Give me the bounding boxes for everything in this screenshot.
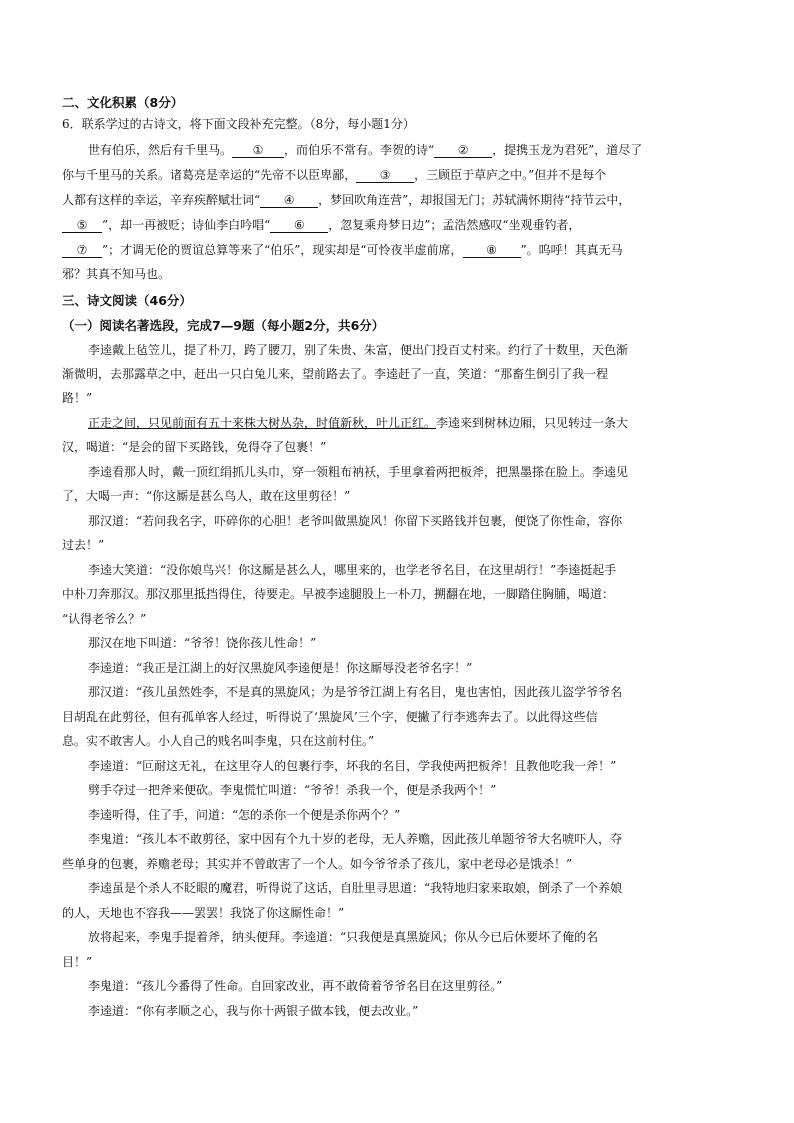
passage-line: 目！” xyxy=(62,955,93,969)
passage-line: 李逵道：“我正是江湖上的好汉黑旋风李逵便是！你这厮辱没老爷名字！” xyxy=(88,661,473,675)
passage-line: 的人，天地也不容我——罢罢！我饶了你这厮性命！” xyxy=(62,906,345,920)
q6-line-1: 世有伯乐，然后有千里马。 ① ，而伯乐不常有。李贺的诗“ ② ，提携玉龙为君死”，道尽了 xyxy=(88,143,643,157)
passage-line: 渐微明，去那露草之中，赶出一只白兔儿来，望前路去了。李逵赶了一直，笑道：“那畜生倒引了我一程 xyxy=(62,367,609,381)
passage-line: 了，大喝一声：“你这厮是甚么鸟人，敢在这里剪径！” xyxy=(62,489,351,503)
passage-line-underlined: 正走之间，只见前面有五十来株大树丛杂，时值新秋，叶儿正红。李逵来到树林边厢，只见转过一条大 xyxy=(88,416,629,430)
passage-line: 李鬼道：“孩儿本不敢剪径，家中因有个九十岁的老母，无人养赡，因此孩儿单题爷爷大名唬吓人，夺 xyxy=(88,832,623,846)
passage-line: 李逵虽是个杀人不眨眼的魔君，听得说了这话，自肚里寻思道：“我特地归家来取娘，倒杀了一个养娘 xyxy=(88,881,623,895)
passage-line: 那汉道：“孩儿虽然姓李，不是真的黑旋风；为是爷爷江湖上有名目，鬼也害怕，因此孩儿盗学爷爷名 xyxy=(88,685,623,699)
passage-line: 那汉道：“若问我名字，吓碎你的心胆！老爷叫做黑旋风！你留下买路钱并包裹，便饶了你性命，容你 xyxy=(88,514,623,528)
passage-line: 劈手夺过一把斧来便砍。李鬼慌忙叫道：“爷爷！杀我一个，便是杀我两个！” xyxy=(88,783,497,797)
q6-line-5: ⑦ ”；才调无伦的贾谊总算等来了“伯乐”，现实却是“可怜夜半虚前席， ⑧ ”。呜呼！其真无马 xyxy=(62,242,734,259)
passage-line: 过去！” xyxy=(62,538,105,552)
passage-line: 些单身的包裹，养赡老母；其实并不曾敢害了一个人。如今爷爷杀了孩儿，家中老母必是饿杀！” xyxy=(62,857,573,871)
question-6-prompt: 6．联系学过的古诗文，将下面文段补充完整。（8分，每小题1分） xyxy=(62,117,415,131)
passage-line: 息。实不敢害人。小人自己的贱名叫李鬼，只在这前村住。” xyxy=(62,734,375,748)
passage-line: 李逵道：“叵耐这无礼，在这里夺人的包裹行李，坏我的名目，学我使两把板斧！且教他吃我一斧！” xyxy=(88,759,617,773)
passage-line: 李逵戴上毡笠儿，提了朴刀，跨了腰刀，别了朱贵、朱富，便出门投百丈村来。约行了十数里，天色渐 xyxy=(88,343,629,357)
passage-line: 放将起来，李鬼手提着斧，纳头便拜。李逵道：“只我便是真黑旋风；你从今已后休要坏了俺的名 xyxy=(88,930,599,944)
section-heading-culture: 二、文化积累（8分） xyxy=(62,95,184,110)
passage-line: 李逵听得，住了手，问道：“怎的杀你一个便是杀你两个？” xyxy=(88,808,401,822)
passage-line: 目胡乱在此剪径，但有孤单客人经过，听得说了‘黑旋风’三个字，便撇了行李逃奔去了。以此得这些信 xyxy=(62,710,598,724)
passage-line: 汉，喝道：“是会的留下买路钱，免得夺了包裹！” xyxy=(62,440,327,454)
subsection-heading-1: （一）阅读名著选段，完成7—9题（每小题2分，共6分） xyxy=(62,318,385,333)
blank-8[interactable]: ⑧ xyxy=(463,243,521,258)
section-heading-reading: 三、诗文阅读（46分） xyxy=(62,293,192,308)
passage-line: 李鬼道：“孩儿今番得了性命。自回家改业，再不敢倚着爷爷名目在这里剪径。” xyxy=(88,979,503,993)
q6-line-2: 你与千里马的关系。诸葛亮是幸运的“先帝不以臣卑鄙， ③ ，三顾臣于草庐之中。”但并不是每个 xyxy=(62,168,607,182)
q6-line-6: 邪？其真不知马也。 xyxy=(62,267,171,281)
blank-5[interactable]: ⑤ xyxy=(62,218,102,233)
blank-6[interactable]: ⑥ xyxy=(270,218,328,233)
q6-line-4: ⑤ ”，却一再被贬；诗仙李白吟唱“ ⑥ ，忽复乘舟梦日边”；孟浩然感叹“坐观垂钓者， xyxy=(62,217,734,234)
blank-1[interactable]: ① xyxy=(232,143,284,158)
passage-line: 路！” xyxy=(62,391,93,405)
blank-3[interactable]: ③ xyxy=(356,168,414,183)
blank-4[interactable]: ④ xyxy=(260,193,318,208)
q6-line-3: 人都有这样的幸运，辛弃疾醉赋壮词“ ④ ，梦回吹角连营”，却报国无门；苏轼满怀期待“持节云中， xyxy=(62,193,631,207)
passage-line: 中朴刀奔那汉。那汉那里抵挡得住，待要走。早被李逵腿股上一朴刀，搠翻在地，一脚踏住胸脯，喝道： xyxy=(62,587,615,601)
passage-line: 李逵看那人时，戴一顶红绢抓儿头巾，穿一领粗布衲袄，手里拿着两把板斧，把黑墨搽在脸上。李逵见 xyxy=(88,465,629,479)
passage-line: 李逵大笑道：“没你娘鸟兴！你这厮是甚么人，哪里来的，也学老爷名目，在这里胡行！”李逵挺起手 xyxy=(88,563,617,577)
passage-line: 那汉在地下叫道：“爷爷！饶你孩儿性命！” xyxy=(88,636,317,650)
underlined-sentence: 正走之间，只见前面有五十来株大树丛杂，时值新秋，叶儿正红。 xyxy=(88,416,437,430)
passage-line: 李逵道：“你有孝顺之心，我与你十两银子做本钱，便去改业。” xyxy=(88,1004,419,1018)
blank-2[interactable]: ② xyxy=(434,143,492,158)
passage-line: “认得老爷么？” xyxy=(62,612,147,626)
blank-7[interactable]: ⑦ xyxy=(62,243,102,258)
